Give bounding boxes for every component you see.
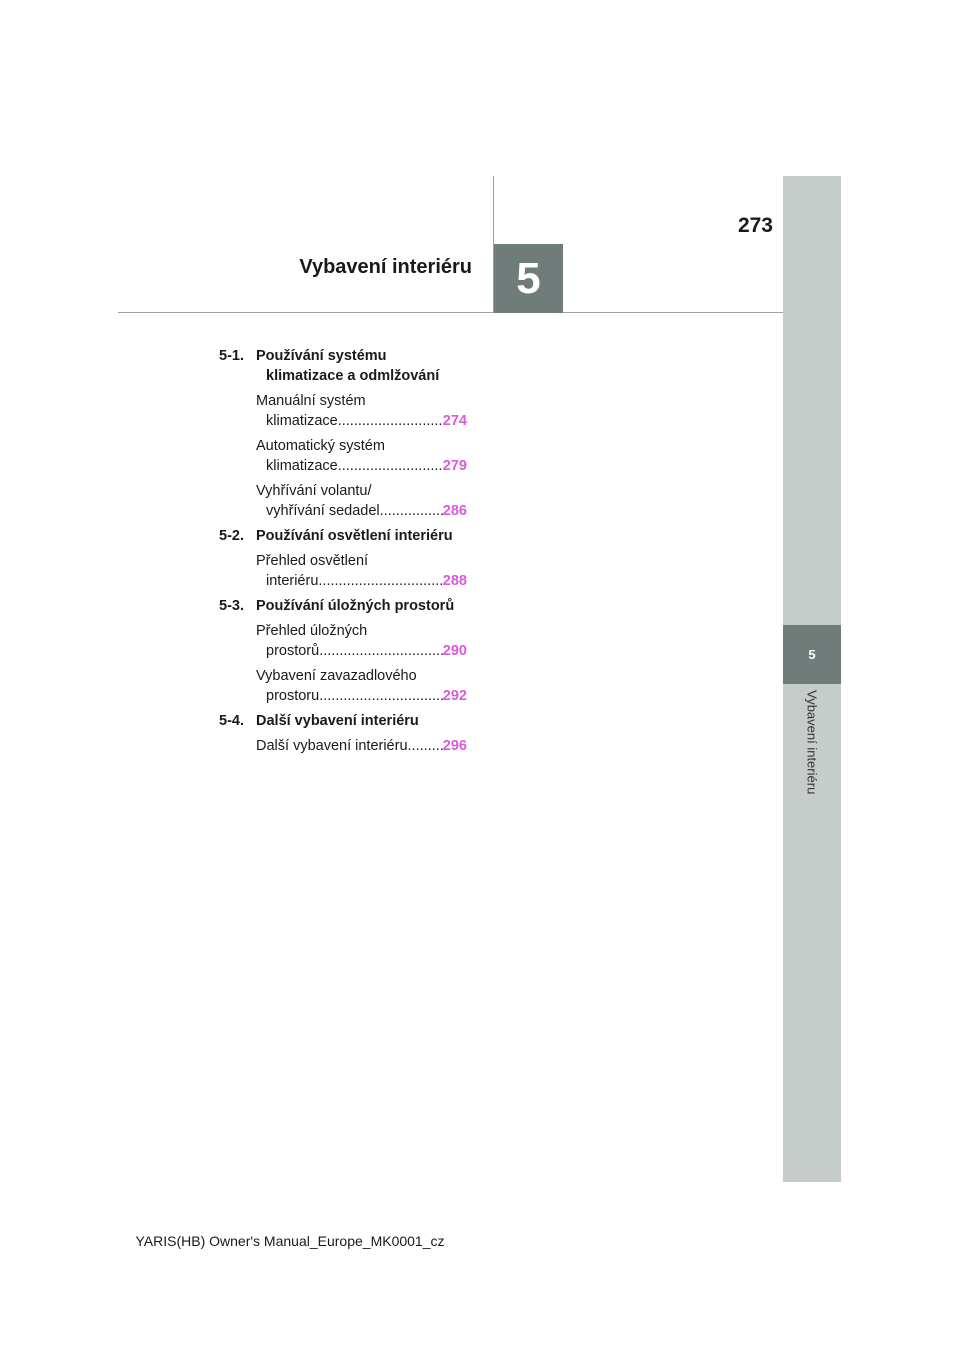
toc-entry[interactable] bbox=[256, 391, 467, 431]
entry-title: Automatický systém bbox=[256, 438, 385, 454]
section-number: 5-1. bbox=[219, 348, 244, 364]
entry-title: Vyhřívání volantu/ bbox=[256, 483, 372, 499]
page-link[interactable]: 279 bbox=[442, 458, 467, 474]
section-number: 5-4. bbox=[219, 713, 244, 729]
toc-entry[interactable] bbox=[256, 551, 467, 591]
page-link[interactable]: 290 bbox=[442, 643, 467, 659]
page-link[interactable]: 286 bbox=[442, 503, 467, 519]
entry-title: Další vybavení interiéru bbox=[256, 738, 408, 754]
entry-title: Přehled úložných bbox=[256, 623, 368, 639]
entry-title-cont: prostorů bbox=[266, 643, 320, 659]
section-number: 5-2. bbox=[219, 528, 244, 544]
toc-entry[interactable] bbox=[256, 666, 467, 706]
section-number: 5-3. bbox=[219, 598, 244, 614]
toc-section-5-3 bbox=[219, 596, 467, 616]
entry-title-cont: interiéru bbox=[266, 573, 319, 589]
header-horizontal-divider bbox=[118, 312, 783, 313]
table-of-contents bbox=[219, 346, 467, 761]
section-title: Další vybavení interiéru bbox=[256, 713, 419, 729]
page-link[interactable]: 274 bbox=[442, 413, 467, 429]
section-title: Používání osvětlení interiéru bbox=[256, 528, 453, 544]
toc-entry[interactable] bbox=[256, 436, 467, 476]
entry-title: Vybavení zavazadlového bbox=[256, 668, 417, 684]
entry-title-cont: prostoru bbox=[266, 688, 320, 704]
page-number: 273 bbox=[737, 214, 773, 237]
footer-text: YARIS(HB) Owner's Manual_Europe_MK0001_cz bbox=[135, 1233, 445, 1249]
entry-title: Manuální systém bbox=[256, 393, 366, 409]
side-tab-label: Vybavení interiéru bbox=[804, 690, 820, 795]
footer bbox=[0, 1233, 960, 1249]
toc-section-5-2 bbox=[219, 526, 467, 546]
entry-title-cont: klimatizace bbox=[266, 458, 338, 474]
chapter-number: 5 bbox=[494, 244, 563, 313]
side-tab-number: 5 bbox=[783, 625, 841, 684]
page-link[interactable]: 296 bbox=[442, 738, 467, 754]
page-link[interactable]: 288 bbox=[442, 573, 467, 589]
section-title: Používání úložných prostorů bbox=[256, 598, 455, 614]
page-link[interactable]: 292 bbox=[442, 688, 467, 704]
toc-entry[interactable] bbox=[256, 736, 467, 756]
toc-section-5-4 bbox=[219, 711, 467, 731]
chapter-title: Vybavení interiéru bbox=[299, 256, 472, 278]
section-title: Používání systému klimatizace a odmlžování bbox=[256, 348, 440, 384]
entry-title: Přehled osvětlení bbox=[256, 553, 369, 569]
toc-entry[interactable] bbox=[256, 621, 467, 661]
entry-title-cont: vyhřívání sedadel bbox=[266, 503, 380, 519]
toc-section-5-1 bbox=[219, 346, 467, 386]
entry-title-cont: klimatizace bbox=[266, 413, 338, 429]
toc-entry[interactable] bbox=[256, 481, 467, 521]
